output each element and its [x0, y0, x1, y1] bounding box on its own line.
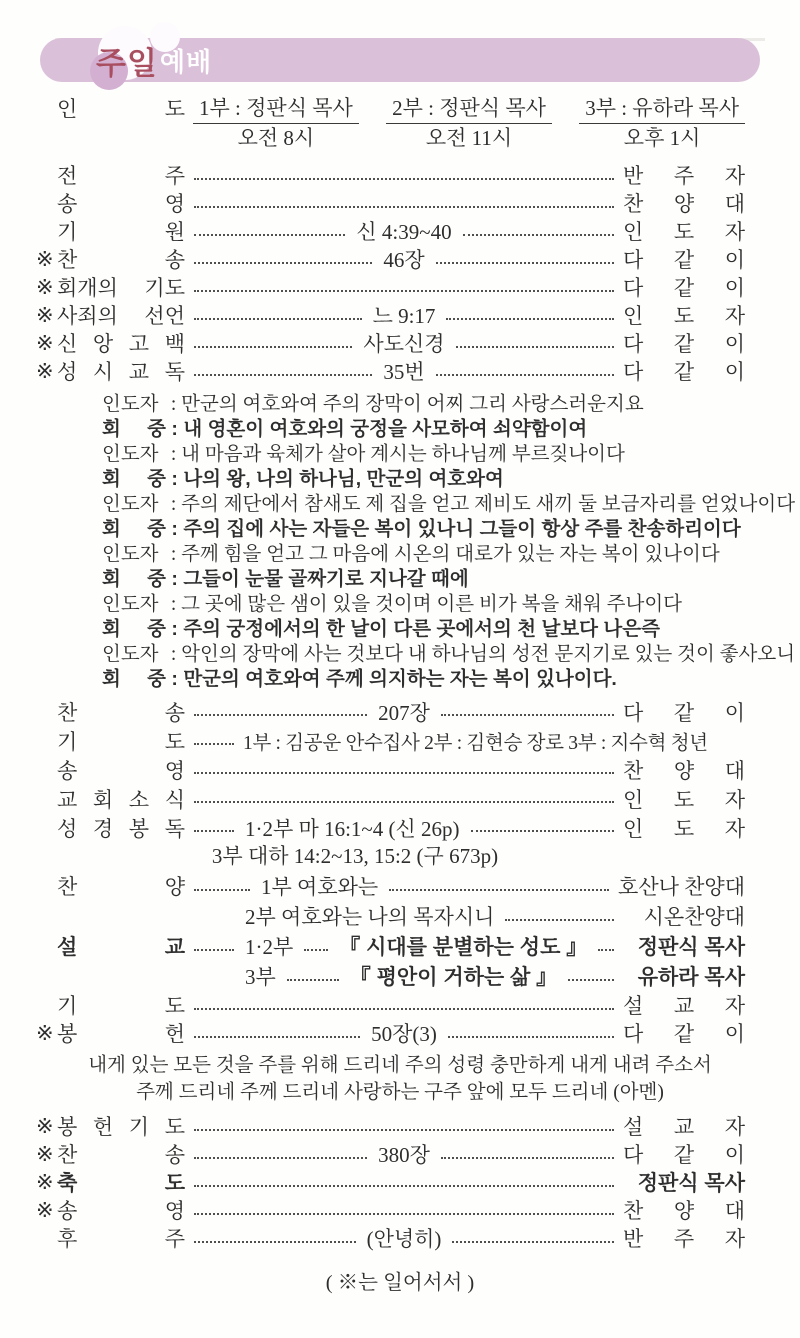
dot-leader	[441, 713, 614, 716]
item-assignee: 인 도 자	[623, 220, 746, 244]
standing-marker: ※	[36, 274, 54, 299]
service-2-leader: 2부 : 정판식 목사	[386, 96, 552, 124]
item-label: 찬 양	[57, 875, 185, 899]
offering-hymn-lyrics	[0, 1052, 800, 1106]
standing-marker: ※	[36, 1169, 54, 1194]
service-leader-columns	[185, 96, 745, 151]
page-title	[96, 38, 212, 82]
responsive-reading-block	[102, 392, 796, 692]
reading-text: 주께 힘을 얻고 그 마음에 시온의 대로가 있는 자는 복이 있나이다	[181, 544, 720, 565]
anthem-title: 1부 여호와는	[261, 875, 379, 899]
item-label: 축 도	[57, 1172, 185, 1195]
item-assignee: 다 같 이	[623, 332, 745, 356]
reading-line	[102, 667, 750, 692]
dot-leader	[194, 205, 614, 208]
order-row-responsive-reading	[36, 357, 745, 385]
reading-text: 만군의 여호와여 주의 장막이 어찌 그리 사랑스러운지요	[181, 394, 644, 415]
reading-text: 내 마음과 육체가 살아 계시는 하나님께 부르짖나이다	[181, 444, 625, 465]
item-label: 교 회 소 식	[57, 787, 185, 812]
item-assignee: 설 교 자	[623, 994, 745, 1018]
speaker-colon: :	[166, 418, 184, 440]
choir-name: 호산나 찬양대	[618, 875, 745, 899]
dot-leader	[194, 261, 372, 264]
dot-leader	[194, 888, 250, 891]
speaker-label: 회 중	[102, 468, 166, 490]
sermon-service-part: 3부	[245, 965, 276, 989]
sermon-service-part: 1·2부	[245, 935, 294, 959]
dot-leader	[448, 1035, 614, 1038]
standing-marker: ※	[36, 246, 54, 271]
item-detail: 사도신경	[363, 332, 445, 356]
dot-leader	[452, 1240, 614, 1243]
order-row-hymn-380	[36, 1140, 745, 1168]
dot-leader	[441, 1156, 614, 1159]
service-1-leader: 1부 : 정판식 목사	[193, 96, 359, 124]
dot-leader	[194, 800, 614, 803]
speaker-colon: :	[166, 494, 182, 515]
item-detail: 1·2부 마 16:1~4 (신 26p)	[245, 816, 460, 841]
item-assignee: 찬 양 대	[623, 192, 745, 216]
order-row-repentance	[36, 273, 745, 301]
dot-leader	[194, 1128, 614, 1131]
order-row-introit	[36, 189, 745, 217]
item-label: 인 도	[57, 97, 185, 121]
reading-text: 주의 궁정에서의 한 날이 다른 곳에서의 천 날보다 나은즉	[183, 618, 660, 640]
reading-text: 나의 왕, 나의 하나님, 만군의 여호와여	[183, 468, 504, 490]
service-2-column	[386, 96, 552, 151]
speaker-label: 회 중	[102, 618, 166, 640]
service-1-time: 오전 8시	[237, 126, 315, 150]
choir-name: 시온찬양대	[643, 905, 745, 929]
item-label: 설 교	[57, 936, 185, 959]
reading-line	[102, 542, 750, 567]
order-row-creed	[36, 329, 745, 357]
standing-marker: ※	[36, 330, 54, 355]
item-assignee: 인 도 자	[623, 787, 745, 812]
dot-leader	[471, 829, 614, 832]
dot-leader	[194, 317, 362, 320]
item-label: 기 도	[57, 729, 185, 754]
item-detail: (안녕히)	[366, 1227, 442, 1251]
speaker-colon: :	[166, 394, 182, 415]
order-row-prayer-leaders	[36, 726, 745, 755]
dot-leader	[194, 177, 614, 180]
item-label: 전 주	[57, 164, 185, 188]
sermon-title: 『 시대를 분별하는 성도 』	[339, 936, 588, 959]
dot-leader	[194, 771, 614, 774]
order-row-sermon-1	[36, 931, 745, 961]
standing-footnote: ( ※는 일어서서 )	[325, 1272, 475, 1294]
service-3-column	[579, 96, 745, 151]
reading-line	[102, 467, 750, 492]
speaker-label: 인도자	[102, 544, 159, 565]
dot-leader	[194, 713, 367, 716]
marker-slot	[36, 96, 57, 151]
page-title-accent: 주일	[96, 45, 158, 81]
standing-marker: ※	[36, 1020, 54, 1045]
preacher-name: 유하라 목사	[637, 966, 745, 989]
standing-marker: ※	[36, 358, 54, 383]
reading-text: 내 영혼이 여호와의 궁정을 사모하여 쇠약함이여	[183, 418, 588, 440]
dot-leader	[194, 1007, 614, 1010]
speaker-colon: :	[166, 644, 182, 665]
item-label: 신 앙 고 백	[57, 332, 185, 356]
dot-leader	[194, 233, 345, 236]
order-section-2b	[0, 991, 800, 1047]
item-label: 봉 헌 기 도	[57, 1115, 185, 1139]
item-label: 찬 송	[57, 248, 185, 272]
page-title-rest: 예배	[159, 46, 213, 77]
speaker-label: 인도자	[102, 594, 159, 615]
order-row-offering	[36, 1019, 745, 1047]
speaker-label: 인도자	[102, 444, 159, 465]
order-row-hymn	[36, 245, 745, 273]
reading-line	[102, 517, 750, 542]
item-label: 기 도	[57, 994, 185, 1018]
speaker-label: 회 중	[102, 418, 166, 440]
reading-line	[102, 442, 750, 467]
dot-leader	[194, 829, 234, 832]
item-assignee: 정판식 목사	[637, 1172, 745, 1195]
item-assignee: 인 도 자	[623, 304, 745, 328]
reading-line	[102, 592, 750, 617]
item-assignee: 반 주 자	[623, 164, 745, 188]
reading-text: 악인의 장막에 사는 것보다 내 하나님의 성전 문지기로 있는 것이 좋사오니	[181, 644, 796, 665]
dot-leader	[194, 948, 234, 951]
dot-leader	[389, 888, 609, 891]
item-label: 찬 송	[57, 1143, 185, 1167]
item-assignee: 찬 양 대	[623, 758, 745, 783]
service-3-time: 오후 1시	[623, 126, 701, 150]
spacer	[194, 918, 234, 921]
item-detail: 신 4:39~40	[356, 220, 452, 244]
order-row-hymn-207	[36, 697, 745, 726]
dot-leader	[194, 345, 352, 348]
dot-leader	[436, 261, 614, 264]
item-detail: 207장	[378, 700, 430, 725]
item-assignee: 다 같 이	[623, 1022, 745, 1046]
item-assignee: 다 같 이	[623, 360, 746, 384]
dot-leader	[194, 1184, 614, 1187]
standing-marker: ※	[36, 1113, 54, 1138]
dot-leader	[194, 742, 234, 745]
dot-leader	[287, 978, 339, 981]
order-section-2	[0, 697, 800, 871]
speaker-colon: :	[166, 594, 182, 615]
reading-text: 만군의 여호와여 주께 의지하는 자는 복이 있나이다.	[183, 668, 617, 690]
speaker-colon: :	[166, 668, 184, 690]
item-detail: 46장	[383, 248, 425, 272]
speaker-colon: :	[166, 518, 184, 540]
reading-line	[102, 392, 750, 417]
speaker-colon: :	[166, 618, 184, 640]
dot-leader	[463, 233, 614, 236]
scripture-line-2: 3부 대하 14:2~13, 15:2 (구 673p)	[211, 844, 499, 868]
lyrics-line-1: 내게 있는 모든 것을 주를 위해 드리네 주의 성령 충만하게 내게 내려 주소서	[88, 1055, 712, 1076]
speaker-label: 인도자	[102, 644, 159, 665]
spacer	[194, 978, 234, 981]
order-row-doxology	[36, 1196, 745, 1224]
order-row-prelude	[36, 161, 745, 189]
standing-marker: ※	[36, 1197, 54, 1222]
item-detail: 35번	[383, 360, 425, 384]
item-assignee: 반 주 자	[623, 1227, 746, 1251]
order-row-sermon-prayer	[36, 991, 745, 1019]
reading-text: 주의 제단에서 참새도 제 집을 얻고 제비도 새끼 둘 보금자리를 얻었나이다	[181, 494, 796, 515]
order-row-invocation	[36, 217, 745, 245]
reading-line	[102, 417, 750, 442]
anthem-title: 2부 여호와는 나의 목자시니	[245, 905, 495, 929]
order-row-absolution	[36, 301, 745, 329]
prayer-leaders-list: 1부 : 김공운 안수집사 2부 : 김현승 장로 3부 : 지수혁 청년	[243, 732, 708, 754]
item-assignee: 다 같 이	[623, 248, 746, 272]
order-section-3	[0, 1112, 800, 1252]
dot-leader	[456, 345, 614, 348]
item-detail: 380장	[378, 1143, 430, 1167]
speaker-label: 인도자	[102, 494, 159, 515]
order-row-gloria	[36, 755, 745, 784]
dot-leader	[304, 948, 328, 951]
item-label: 성 시 교 독	[57, 360, 185, 384]
section-header-bar	[40, 38, 760, 82]
item-label: 찬 송	[57, 700, 185, 725]
standing-marker: ※	[36, 1141, 54, 1166]
reading-line	[102, 492, 796, 517]
order-row-church-news	[36, 784, 745, 813]
standing-marker: ※	[36, 302, 54, 327]
item-label: 성 경 봉 독	[57, 816, 185, 841]
speaker-label: 회 중	[102, 568, 166, 590]
order-row-offering-prayer	[36, 1112, 745, 1140]
order-row-postlude	[36, 1224, 745, 1252]
item-assignee: 다 같 이	[623, 276, 745, 300]
item-label: 기 원	[57, 220, 185, 244]
speaker-label: 회 중	[102, 518, 166, 540]
dot-leader	[194, 373, 372, 376]
dot-leader	[568, 978, 614, 981]
order-row-sermon-2	[36, 961, 745, 991]
dot-leader	[446, 317, 614, 320]
dot-leader	[598, 948, 614, 951]
reading-text: 그 곳에 많은 샘이 있을 것이며 이른 비가 복을 채워 주나이다	[181, 594, 683, 615]
item-detail: 50장(3)	[371, 1022, 437, 1046]
item-label: 송 영	[57, 758, 185, 783]
speaker-label: 회 중	[102, 668, 166, 690]
item-label: 후 주	[57, 1227, 185, 1251]
item-label: 사죄의 선언	[57, 304, 185, 328]
speaker-colon: :	[166, 544, 182, 565]
speaker-label: 인도자	[102, 394, 159, 415]
order-row-anthem-2	[36, 901, 745, 931]
order-row-anthem-1	[36, 871, 745, 901]
dot-leader	[194, 1240, 356, 1243]
item-assignee: 다 같 이	[623, 700, 746, 725]
item-label: 송 영	[57, 192, 185, 216]
item-label: 봉 헌	[57, 1022, 185, 1046]
speaker-colon: :	[166, 444, 182, 465]
reading-line	[102, 642, 796, 667]
item-assignee: 인 도 자	[623, 816, 745, 841]
service-2-time: 오전 11시	[425, 126, 513, 150]
dot-leader	[194, 1156, 367, 1159]
item-assignee: 다 같 이	[623, 1143, 746, 1167]
reading-text: 그들이 눈물 골짜기로 지나갈 때에	[183, 568, 469, 590]
dot-leader	[194, 1212, 614, 1215]
speaker-colon: :	[166, 568, 184, 590]
order-row-scripture	[36, 813, 745, 842]
reading-line	[102, 617, 750, 642]
item-detail: 느 9:17	[372, 304, 436, 328]
service-leaders-row	[36, 96, 745, 151]
order-section-1	[0, 161, 800, 385]
item-label: 송 영	[57, 1199, 185, 1223]
service-3-leader: 3부 : 유하라 목사	[579, 96, 745, 124]
reading-line	[102, 567, 750, 592]
dot-leader	[194, 1035, 360, 1038]
item-assignee: 찬 양 대	[623, 1199, 745, 1223]
preacher-name: 정판식 목사	[637, 936, 745, 959]
speaker-colon: :	[166, 468, 184, 490]
reading-text: 주의 집에 사는 자들은 복이 있나니 그들이 항상 주를 찬송하리이다	[183, 518, 741, 540]
lyrics-line-2: 주께 드리네 주께 드리네 사랑하는 구주 앞에 모두 드리네 (아멘)	[136, 1082, 664, 1103]
item-label: 회개의 기도	[57, 276, 185, 300]
order-row-benediction	[36, 1168, 745, 1196]
item-assignee: 설 교 자	[623, 1115, 745, 1139]
dot-leader	[505, 918, 614, 921]
dot-leader	[194, 289, 614, 292]
service-1-column	[193, 96, 359, 151]
sermon-title: 『 평안이 거하는 삶 』	[349, 966, 558, 989]
dot-leader	[436, 373, 614, 376]
anthem-sermon-section	[0, 871, 800, 991]
